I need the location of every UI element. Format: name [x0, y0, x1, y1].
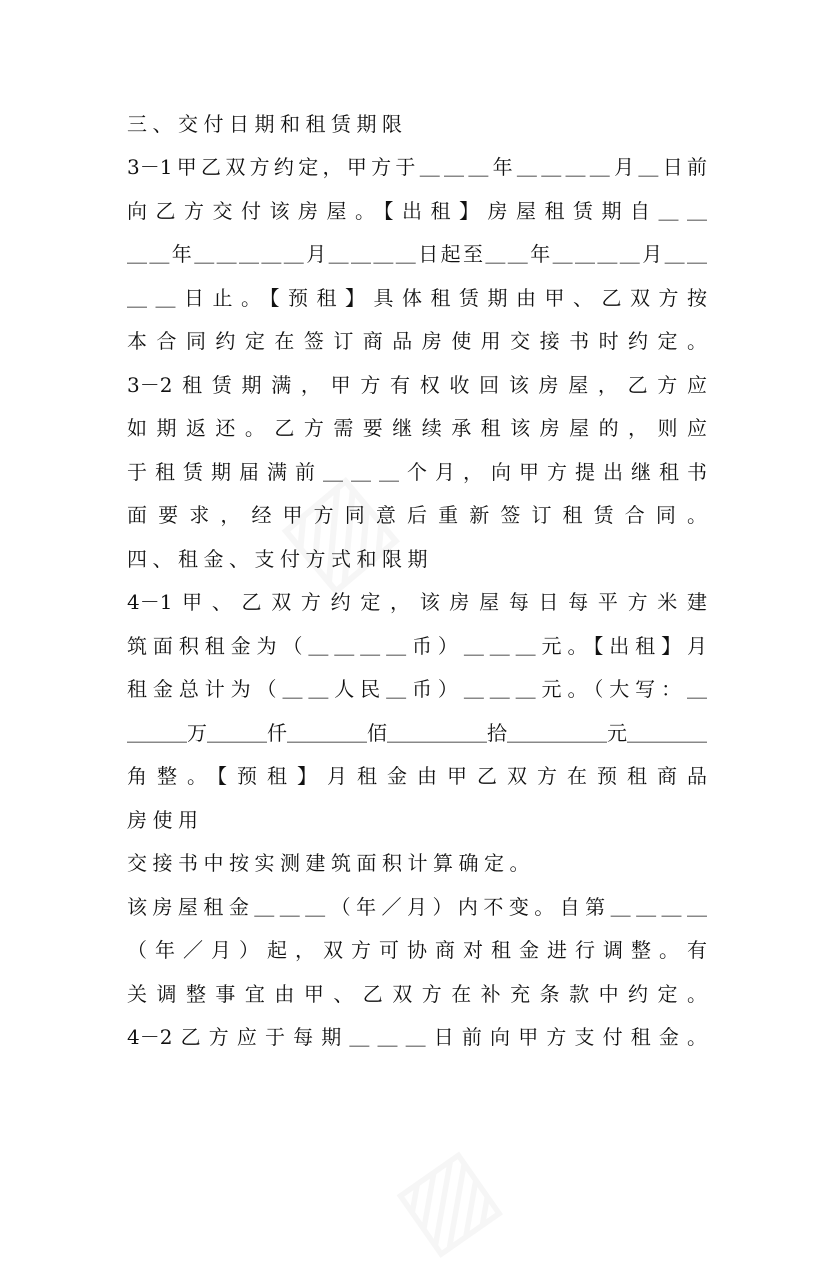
clause-4-1-line-6: 房使用 [127, 808, 204, 832]
clause-3-2-line-1: 3－2租赁期满，甲方有权收回该房屋，乙方应 [127, 373, 707, 397]
clause-4-1-line-7: 交接书中按实测建筑面积计算确定。 [127, 851, 535, 875]
clause-4-1-line-9: （年／月）起，双方可协商对租金进行调整。有 [127, 938, 707, 962]
clause-4-1-line-1: 4－1甲、乙双方约定，该房屋每日每平方米建 [127, 590, 707, 614]
section-heading-4: 四、租金、支付方式和限期 [127, 547, 433, 571]
clause-3-1-line-1: 3－1甲乙双方约定，甲方于＿＿＿年＿＿＿＿月＿日前 [127, 155, 707, 179]
clause-4-1-line-8: 该房屋租金＿＿＿（年／月）内不变。自第＿＿＿＿ [127, 895, 707, 919]
clause-4-1-line-3: 租金总计为（＿＿人民＿币）＿＿＿元。（大写：＿ [127, 677, 707, 701]
clause-3-1-line-3: ＿＿年＿＿＿＿＿月＿＿＿＿日起至＿＿年＿＿＿＿月＿＿ [127, 242, 707, 266]
clause-4-1-line-2: 筑面积租金为（＿＿＿＿币）＿＿＿元。【出租】月 [127, 634, 707, 658]
clause-4-2-line-1: 4－2乙方应于每期＿＿＿日前向甲方支付租金。 [127, 1025, 707, 1049]
clause-3-1-line-2: 向乙方交付该房屋。【出租】房屋租赁期自＿＿ [127, 199, 707, 223]
clause-3-2-line-4: 面要求，经甲方同意后重新签订租赁合同。 [127, 503, 707, 527]
section-heading-3: 三、交付日期和租赁期限 [127, 112, 408, 136]
clause-3-2-line-3: 于租赁期届满前＿＿＿个月，向甲方提出继租书 [127, 460, 707, 484]
clause-4-1-line-5: 角整。【预租】月租金由甲乙双方在预租商品 [127, 764, 707, 788]
clause-4-1-line-4: ＿＿＿万＿＿＿仟＿＿＿＿佰＿＿＿＿＿拾＿＿＿＿＿元＿＿＿＿ [127, 721, 707, 745]
clause-4-1-line-10: 关调整事宜由甲、乙双方在补充条款中约定。 [127, 982, 707, 1006]
clause-3-2-line-2: 如期返还。乙方需要继续承租该房屋的，则应 [127, 416, 707, 440]
clause-3-1-line-4: ＿＿日止。【预租】具体租赁期由甲、乙双方按 [127, 286, 707, 310]
clause-3-1-line-5: 本合同约定在签订商品房使用交接书时约定。 [127, 329, 707, 353]
